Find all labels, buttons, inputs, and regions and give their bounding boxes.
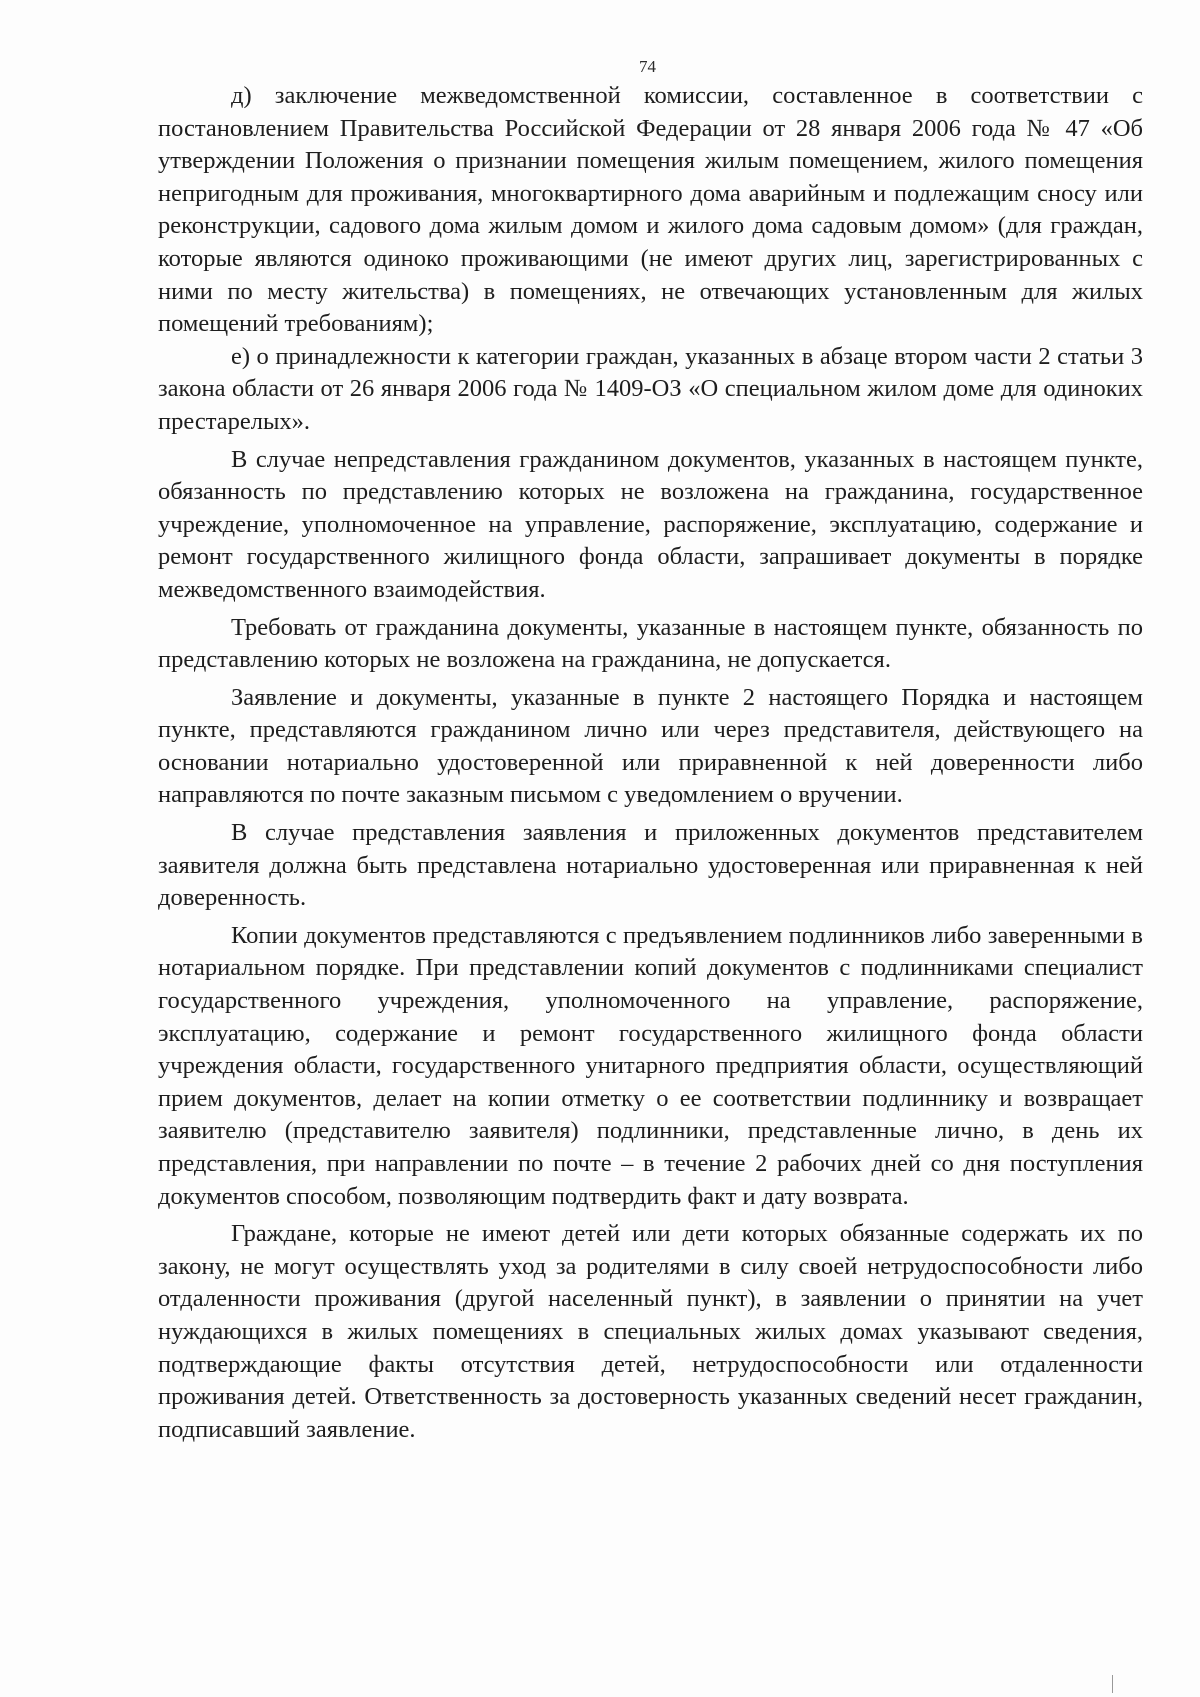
paragraph-no-children: Граждане, которые не имеют детей или дети которых обязанные содержать их по закону, не могут осуществлять уход за родителями в силу своей нетрудоспособности либо отдаленности проживания (другой населенный пункт), в заявлении о принятии на учет нуждающихся в жилых помещениях в специальных жилых домах указывают сведения, подтверждающие факты отсутствия детей, нетрудоспособности или отдаленности проживания детей. Ответственность за достоверность указанных сведений несет гражданин, подписавший заявление. [158,1220,1143,1443]
paragraph-missing-documents: В случае непредставления гражданином документов, указанных в настоящем пункте, обязанность по представлению которых не возложена на гражданина, государственное учреждение, уполномоченное на управление, распоряжение, эксплуатацию, содержание и ремонт государственного жилищного фонда области, запрашивает документы в порядке межведомственного взаимодействия. [158,445,1143,603]
paragraph-item-d: д) заключение межведомственной комиссии, составленное в соответствии с постановлением Правительства Российской Федерации от 28 января 2006 года № 47 «Об утверждении Положения о признании помещения жилым помещением, жилого помещения непригодным для проживания, многоквартирного дома аварийным и подлежащим сносу или реконструкции, садового дома жилым домом и жилого дома садовым домом» (для граждан, которые являются одиноко проживающими (не имеют других лиц, зарегистрированных с ними по месту жительства) в помещениях, не отвечающих установленным для жилых помещений требованиям); [158,82,1143,338]
paragraph-submission-method: Заявление и документы, указанные в пункте 2 настоящего Порядка и настоящем пункте, представляются гражданином лично или через представителя, действующего на основании нотариально удостоверенной или приравненной к ней доверенности либо направляются по почте заказным письмом с уведомлением о вручении. [158,683,1143,809]
scan-mark [1112,1675,1113,1693]
paragraph-copies: Копии документов представляются с предъявлением подлинников либо заверенными в нотариальном порядке. При представлении копий документов с подлинниками специалист государственного учреждения, уполномоченного на управление, распоряжение, эксплуатацию, содержание и ремонт государственного жилищного фонда области учреждения области, государственного унитарного предприятия области, осуществляющий прием документов, делает на копии отметку о ее соответствии подлиннику и возвращает заявителю (представителю заявителя) подлинники, представленные лично, в день их представления, при направлении по почте – в течение 2 рабочих дней со дня поступления документов способом, позволяющим подтвердить факт и дату возврата. [158,921,1143,1210]
paragraph-representative: В случае представления заявления и приложенных документов представителем заявителя должна быть представлена нотариально удостоверенная или приравненная к ней доверенность. [158,819,1143,912]
paragraph-item-e: е) о принадлежности к категории граждан, указанных в абзаце втором части 2 статьи 3 закона области от 26 января 2006 года № 1409-ОЗ «О специальном жилом доме для одиноких престарелых». [158,342,1143,435]
document-body [158,80,1143,1446]
page-number: 74 [639,57,656,76]
paragraph-requirement-prohibition: Требовать от гражданина документы, указанные в настоящем пункте, обязанность по представлению которых не возложена на гражданина, не допускается. [158,613,1143,674]
